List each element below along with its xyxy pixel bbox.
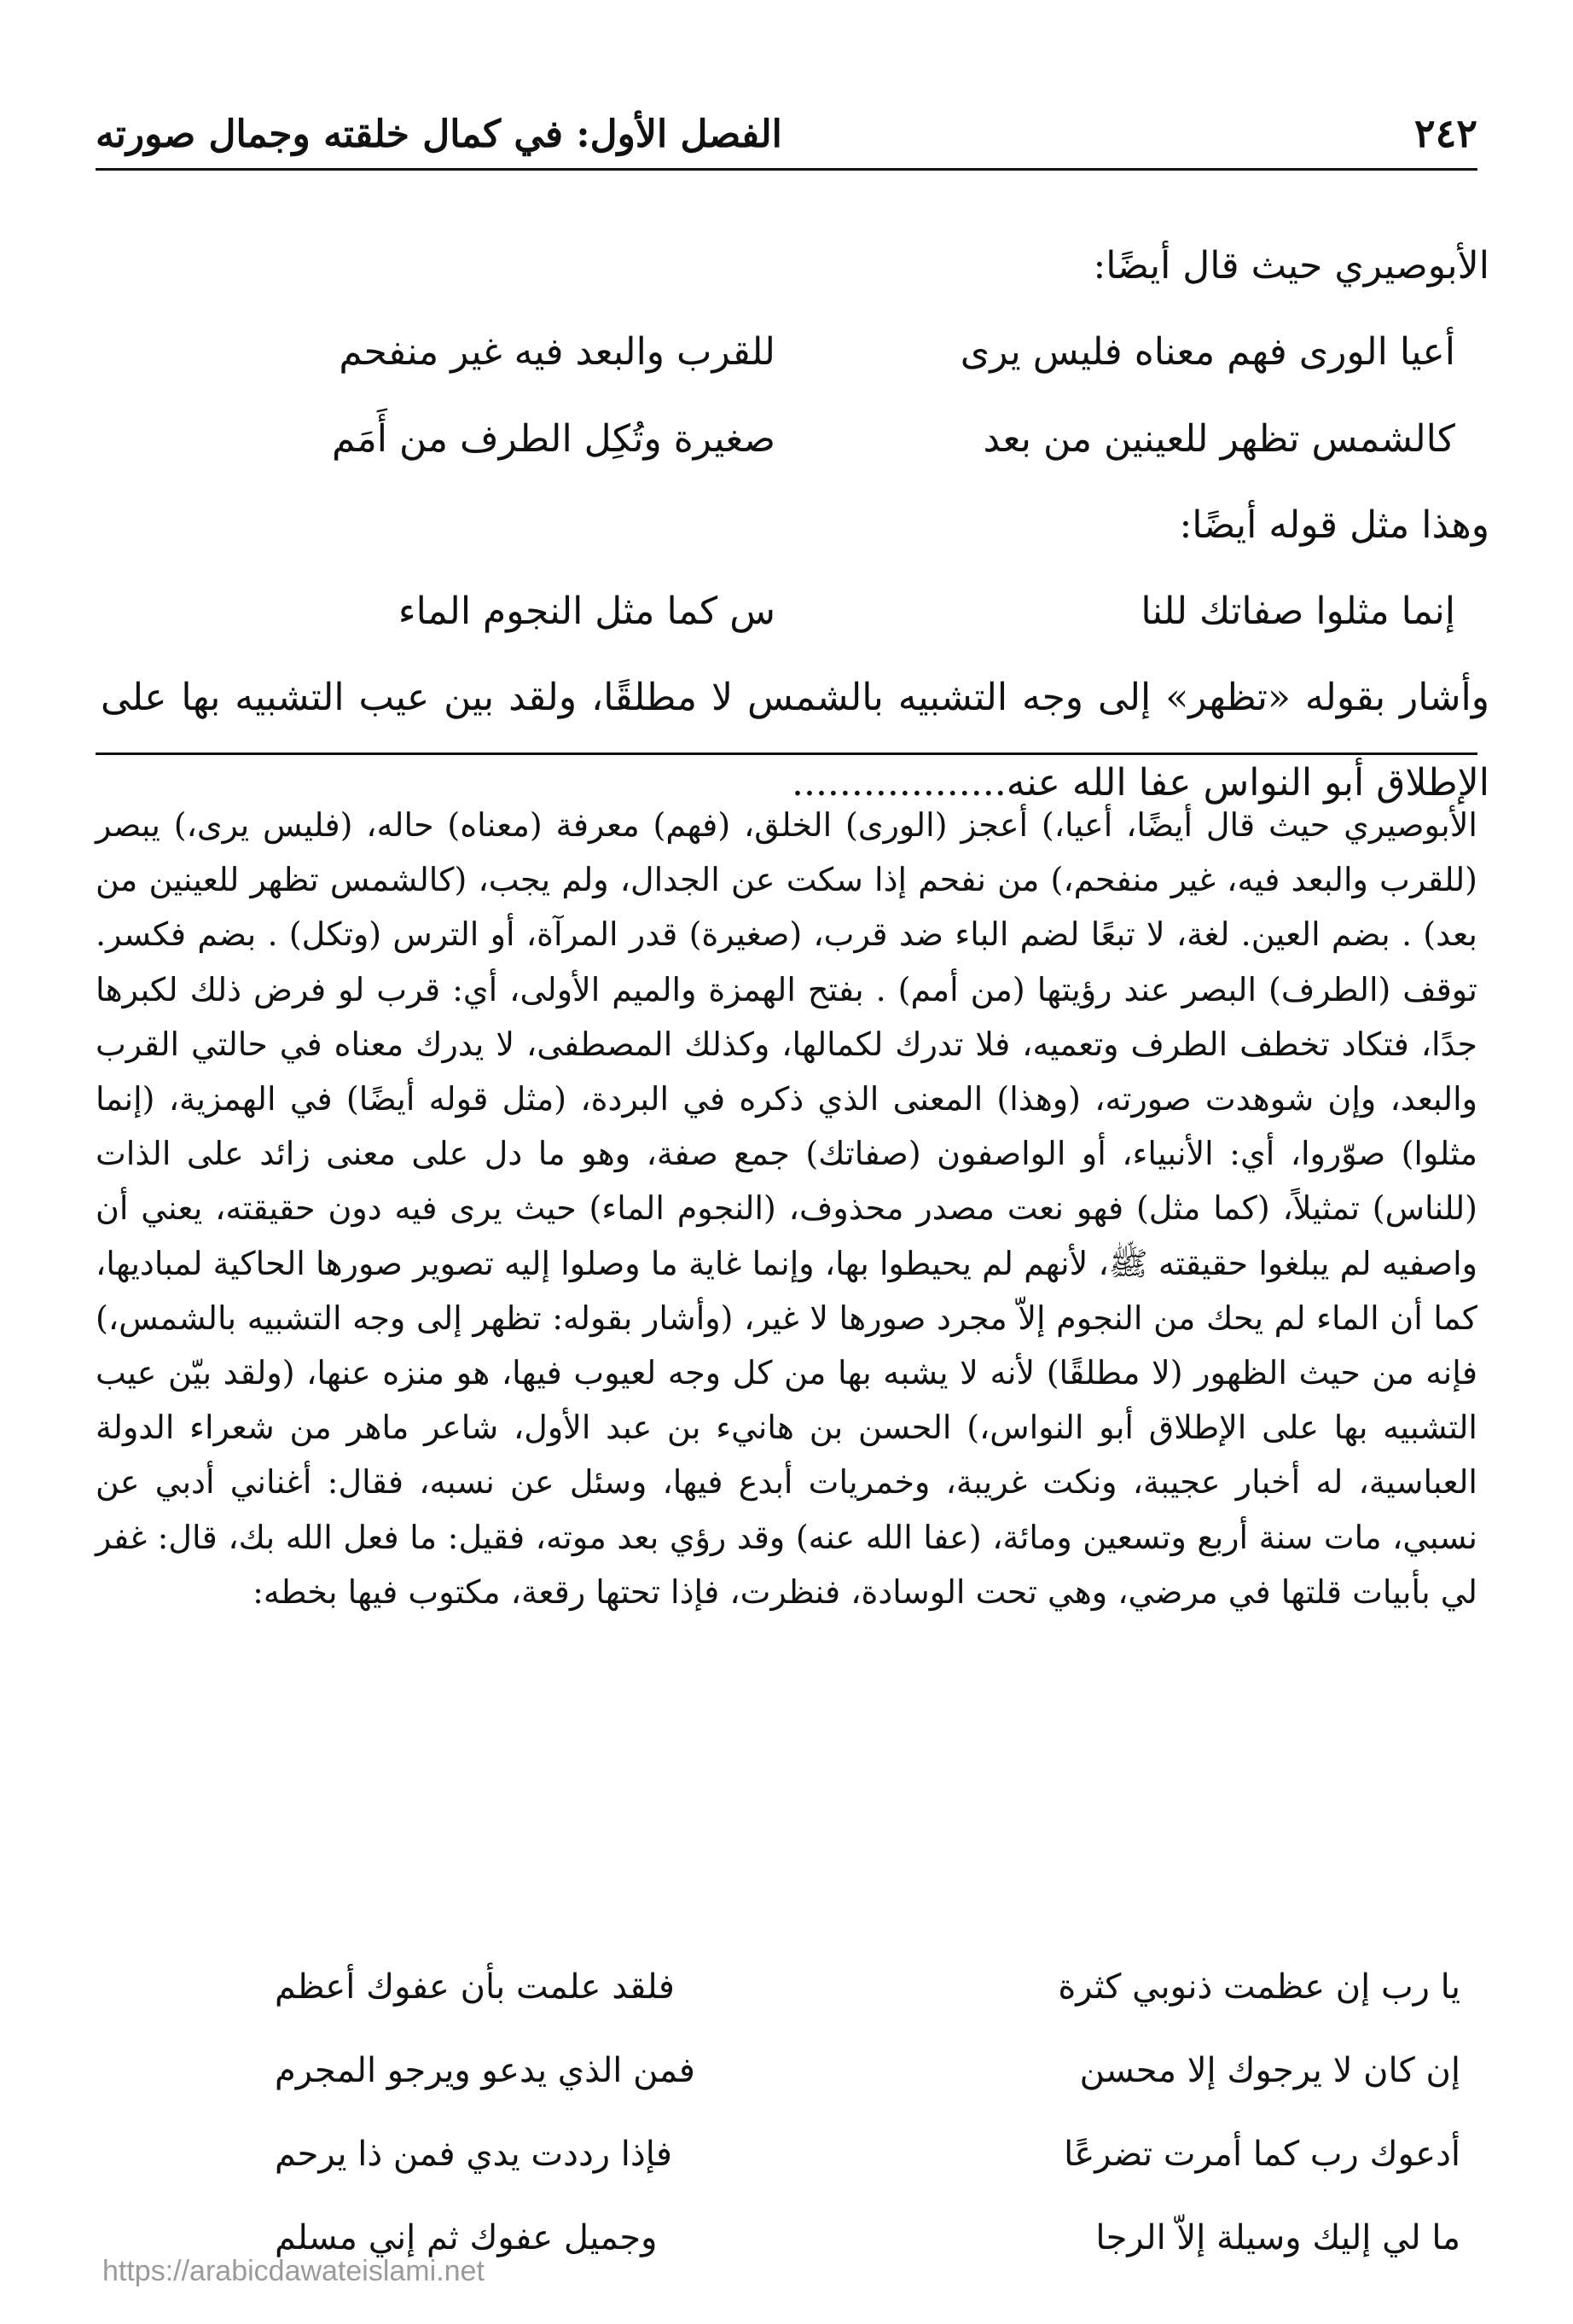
main-text xyxy=(101,224,1489,826)
verse-line xyxy=(96,2112,1477,2196)
verse-hemistich-first: كالشمس تظهر للعينين من بعد xyxy=(983,417,1455,461)
verse-hemistich-second: فإذا رددت يدي فمن ذا يرحم xyxy=(275,2135,673,2174)
running-header xyxy=(96,81,1477,171)
main-intro: الأبوصيري حيث قال أيضًا: xyxy=(1093,244,1489,288)
verse-hemistich-second: فمن الذي يدعو ويرجو المجرم xyxy=(275,2051,695,2090)
commentary-text xyxy=(96,798,1477,1619)
verse-hemistich-second: صغيرة وتُكِل الطرف من أَمَم xyxy=(331,417,775,461)
page-number: ٢٤٢ xyxy=(1413,110,1477,156)
verse-line xyxy=(101,309,1489,396)
commentary-paragraph: الأبوصيري حيث قال أيضًا، أعيا،) أعجز (الورى) الخلق، (فهم) معرفة (معناه) حاله، (فليس يرى،) يبصر (للقرب والبعد فيه، غير منفحم،) من نفحم إذا سكت عن الجدال، ولم يجب، (كالشمس تظهر للعينين من بعد) . بضم العين. لغة، لا تبعًا لضم الباء ضد قرب، (صغيرة) قدر المرآة، أو الترس (وتكل) . بضم فكسر. توقف (الطرف) البصر عند رؤيتها (من أمم) . بفتح الهمزة والميم الأولى، أي: قرب لو فرض ذلك لكبرها جدًا، فتكاد تخطف الطرف وتعميه، فلا تدرك لكمالها، وكذلك المصطفى، لا يدرك معناه في حالتي القرب والبعد، وإن شوهدت صورته، (وهذا) المعنى الذي ذكره في البردة، (مثل قوله أيضًا) في الهمزية، (إنما مثلوا) صوّروا، أي: الأنبياء، أو الواصفون (صفاتك) جمع صفة، وهو ما دل على معنى زائد على الذات (للناس) تمثيلاً، (كما مثل) فهو نعت مصدر محذوف، (النجوم الماء) حيث يرى فيه دون حقيقته، يعني أن واصفيه لم يبلغوا حقيقته ﷺ، لأنهم لم يحيطوا بها، وإنما غاية ما وصلوا إليه تصوير صورها الحاكية لمباديها، كما أن الماء لم يحك من النجوم إلاّ مجرد صورها لا غير، (وأشار بقوله: تظهر إلى وجه التشبيه بالشمس،) فإنه من حيث الظهور (لا مطلقًا) لأنه لا يشبه بها من كل وجه لعيوب فيها، هو منزه عنها، (ولقد بيّن عيب التشبيه بها على الإطلاق أبو النواس،) الحسن بن هانيء بن عبد الأول، شاعر ماهر من شعراء الدولة العباسية، له أخبار عجيبة، ونكت غريبة، وخمريات أبدع فيها، وسئل عن نسبه، فقال: أغناني أدبي عن نسبي، مات سنة أربع وتسعين ومائة، (عفا الله عنه) وقد رؤي بعد موته، فقيل: ما فعل الله بك، قال: غفر لي بأبيات قلتها في مرضي، وهي تحت الوسادة، فنظرت، فإذا تحتها رقعة، مكتوب فيها بخطه: xyxy=(96,806,1477,1611)
section-divider xyxy=(96,752,1477,755)
verse-hemistich-first: ما لي إليك وسيلة إلاّ الرجا xyxy=(1095,2218,1460,2257)
watermark-url: https://arabicdawateislami.net xyxy=(102,2255,485,2287)
main-intro-2: وهذا مثل قوله أيضًا: xyxy=(1179,503,1489,547)
verse-line xyxy=(101,568,1489,655)
verse-hemistich-second: س كما مثل النجوم الماء xyxy=(398,590,775,633)
verse-hemistich-second: فلقد علمت بأن عفوك أعظم xyxy=(275,1967,675,2007)
chapter-title: الفصل الأول: في كمال خلقته وجمال صورته xyxy=(96,113,782,156)
verse-hemistich-second: وجميل عفوك ثم إني مسلم xyxy=(275,2218,658,2257)
main-paragraph: وأشار بقوله «تظهر» إلى وجه التشبيه بالشمس لا مطلقًا، ولقد بين عيب التشبيه بها على الإطلاق أبو النواس عفا الله عنه.................. xyxy=(101,676,1489,805)
verse-hemistich-first: يا رب إن عظمت ذنوبي كثرة xyxy=(1058,1967,1460,2007)
verse-hemistich-first: أعيا الورى فهم معناه فليس يرى xyxy=(960,330,1455,374)
verse-line xyxy=(96,2029,1477,2112)
verse-hemistich-second: للقرب والبعد فيه غير منفحم xyxy=(339,330,775,374)
verse-hemistich-first: أدعوك رب كما أمرت تضرعًا xyxy=(1064,2135,1460,2174)
verse-line xyxy=(96,1945,1477,2029)
verse-hemistich-first: إنما مثلوا صفاتك للنا xyxy=(1141,590,1455,633)
verse-line xyxy=(101,396,1489,483)
closing-verses xyxy=(96,1945,1477,2280)
verse-hemistich-first: إن كان لا يرجوك إلا محسن xyxy=(1079,2051,1460,2090)
